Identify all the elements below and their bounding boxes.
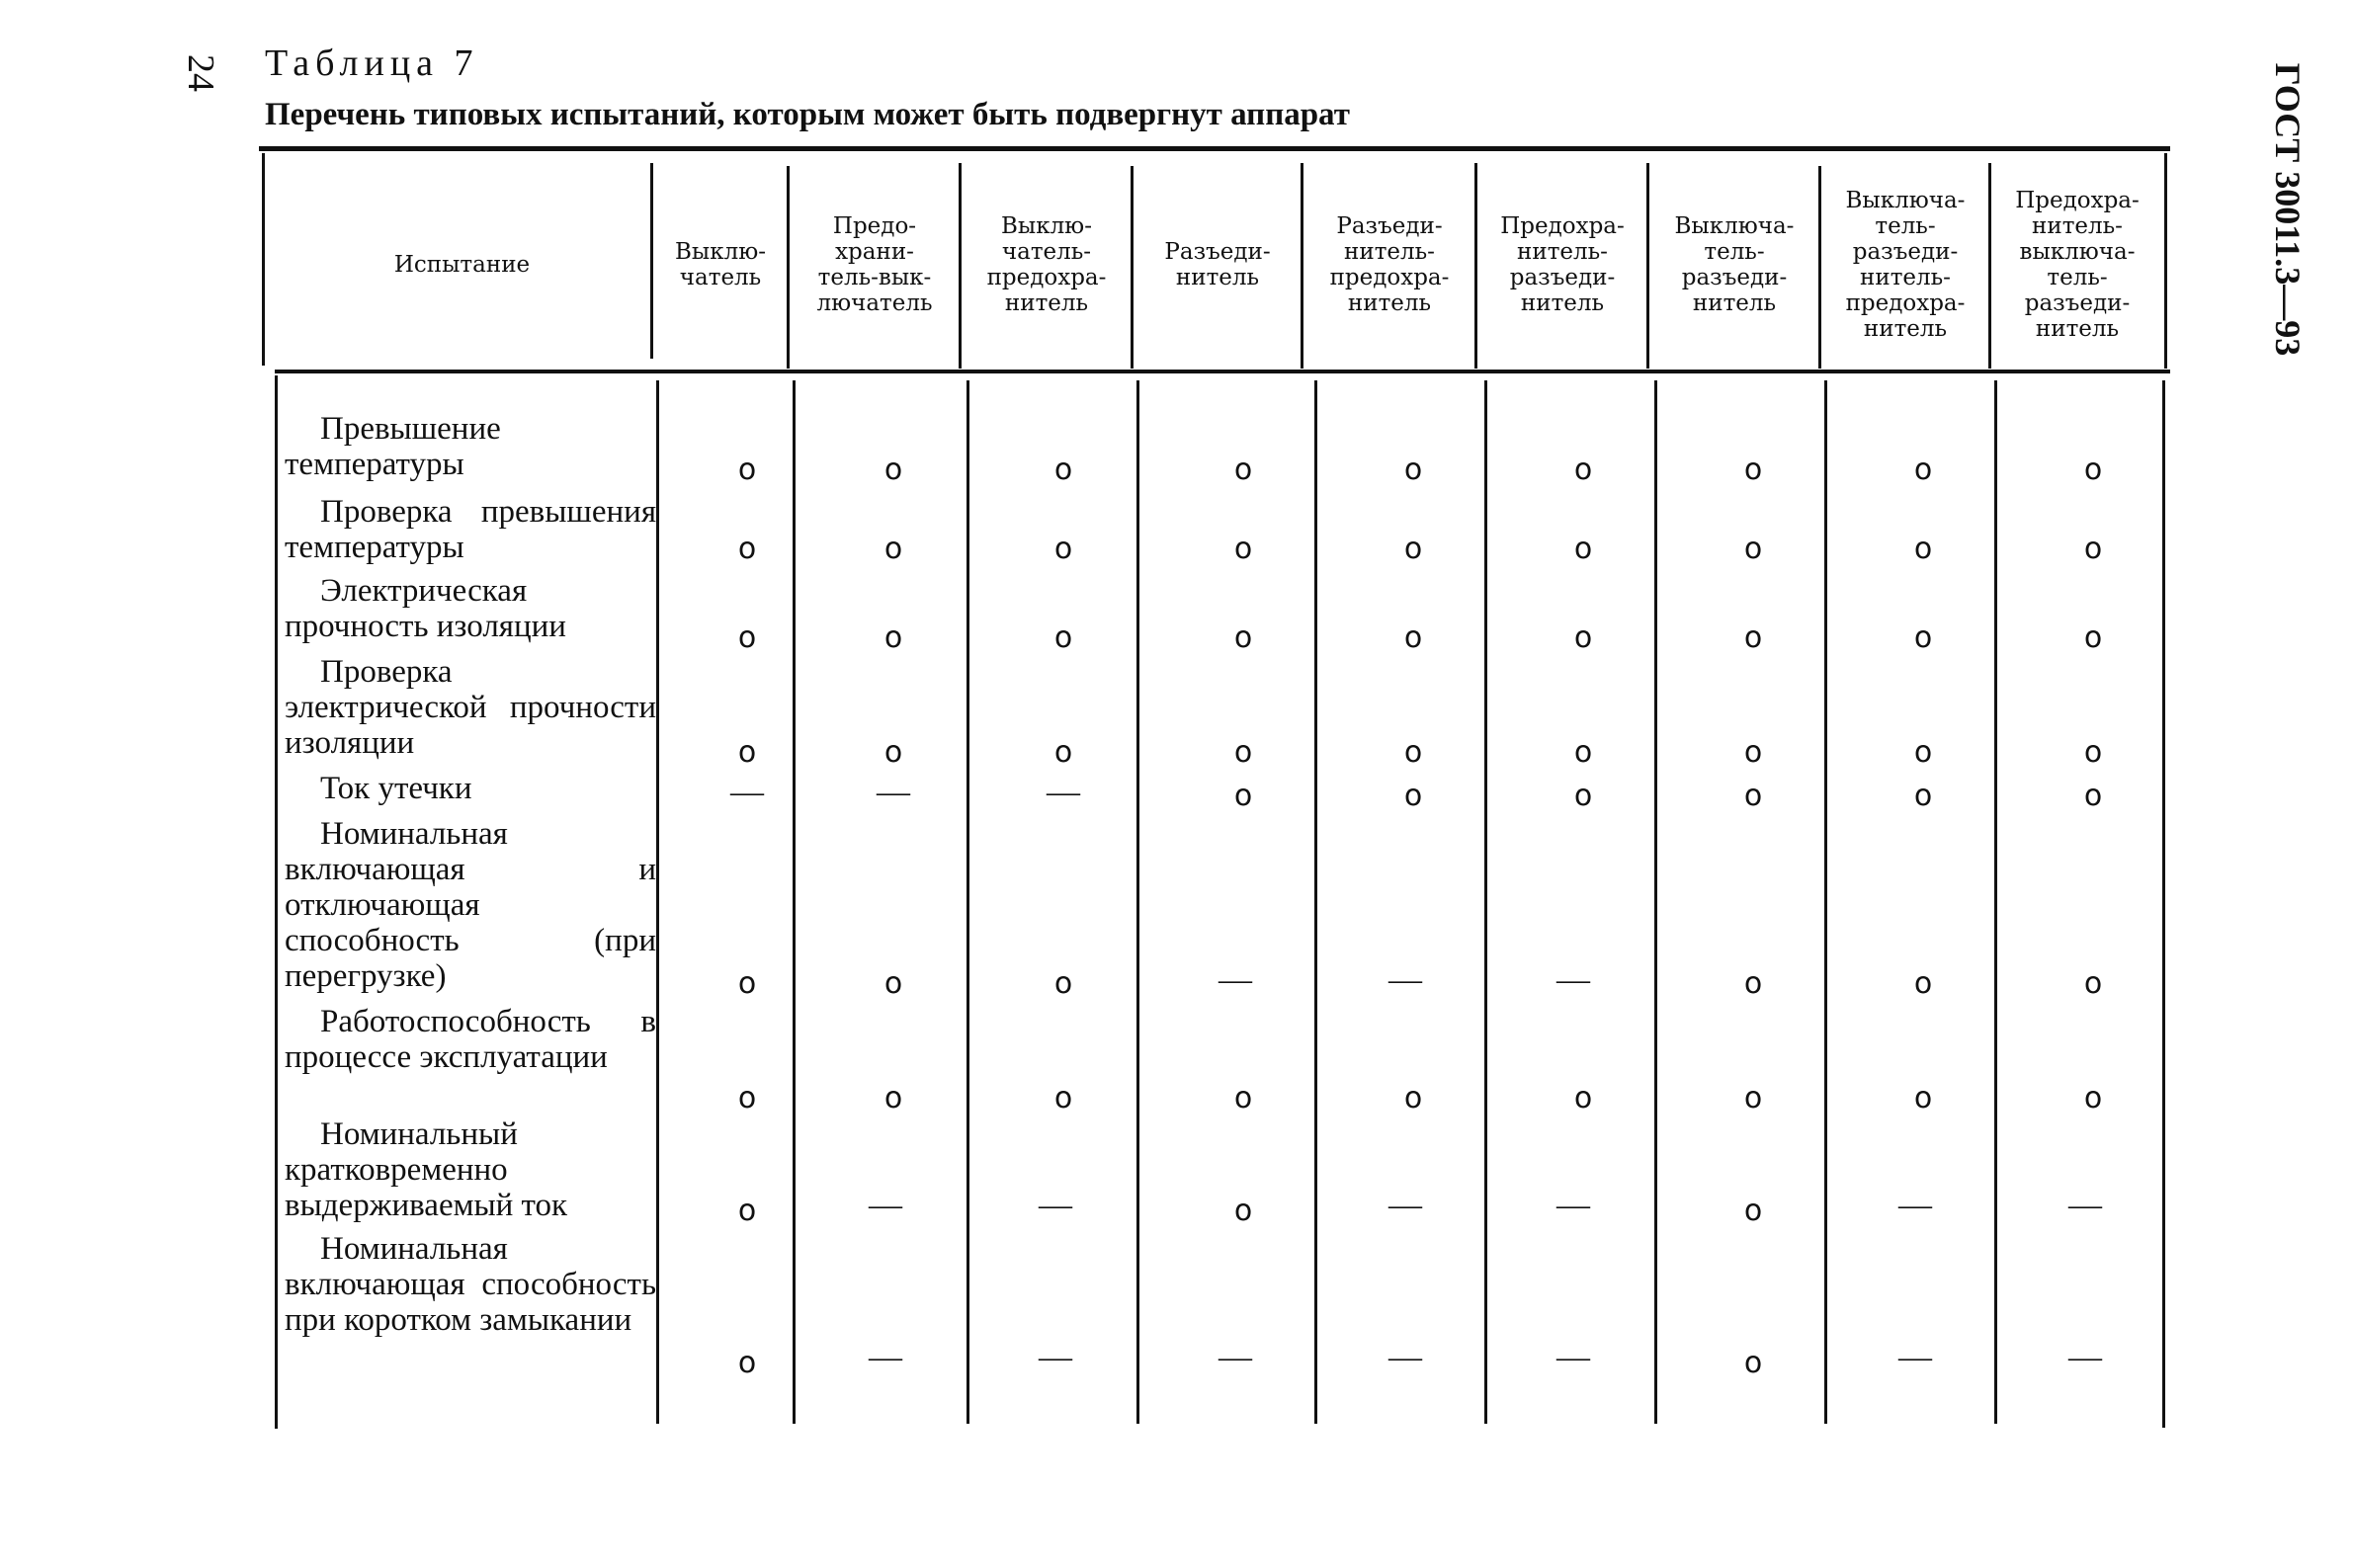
cell-mark: о	[2083, 966, 2103, 1001]
body-divider	[1654, 380, 1657, 1424]
cell-mark: —	[1047, 774, 1080, 810]
cell-mark: —	[1219, 961, 1252, 998]
cell-mark: о	[1233, 453, 1253, 487]
cell-mark: о	[883, 735, 903, 770]
cell-mark: о	[883, 532, 903, 566]
cell-mark: о	[1233, 532, 1253, 566]
header-divider	[1474, 163, 1477, 369]
cell-mark: —	[869, 1339, 902, 1375]
row-label: Номинальная включающая способность при коротком замыкании	[285, 1231, 656, 1338]
cell-mark: —	[1388, 961, 1422, 998]
cell-mark: о	[1913, 1081, 1933, 1115]
header-col-1: Выклю- чатель	[675, 239, 766, 290]
cell-mark: о	[1403, 779, 1423, 813]
row-label: Проверка электрической прочности изоляции	[285, 654, 656, 761]
cell-mark: —	[1219, 1339, 1252, 1375]
header-divider	[787, 166, 790, 369]
cell-mark: —	[1039, 1187, 1072, 1223]
cell-mark: —	[1556, 961, 1590, 998]
body-divider	[1994, 380, 1997, 1424]
cell-mark: —	[1898, 1339, 1932, 1375]
cell-mark: о	[1573, 779, 1593, 813]
cell-mark: о	[1233, 1081, 1253, 1115]
cell-mark: о	[1403, 620, 1423, 655]
cell-mark: о	[1913, 532, 1933, 566]
row-label: Превышение температуры	[285, 411, 501, 482]
cell-mark: —	[2068, 1187, 2102, 1223]
cell-mark: о	[1053, 620, 1073, 655]
row-label: Номинальная включающая и отключающая способность (при перегрузке)	[285, 816, 656, 994]
cell-mark: о	[1743, 532, 1763, 566]
cell-mark: о	[737, 1194, 757, 1228]
cell-mark: о	[737, 620, 757, 655]
cell-mark: о	[1403, 453, 1423, 487]
row-label: Ток утечки	[320, 771, 472, 806]
body-divider	[1824, 380, 1827, 1424]
cell-mark: о	[1403, 532, 1423, 566]
header-divider	[1646, 163, 1649, 369]
cell-mark: о	[1913, 453, 1933, 487]
cell-mark: —	[1039, 1339, 1072, 1375]
cell-mark: о	[737, 1081, 757, 1115]
cell-mark: о	[1403, 735, 1423, 770]
cell-mark: о	[1403, 1081, 1423, 1115]
cell-mark: —	[1556, 1339, 1590, 1375]
header-divider	[2164, 153, 2167, 369]
header-divider	[262, 153, 265, 366]
top-rule	[259, 146, 2170, 151]
cell-mark: —	[1556, 1187, 1590, 1223]
cell-mark: о	[1743, 620, 1763, 655]
cell-mark: —	[877, 774, 910, 810]
header-col-7: Выключа- тель- разъеди- нитель	[1674, 213, 1795, 316]
cell-mark: о	[1053, 1081, 1073, 1115]
cell-mark: о	[2083, 620, 2103, 655]
cell-mark: —	[869, 1187, 902, 1223]
cell-mark: о	[1233, 1194, 1253, 1228]
header-divider	[1988, 163, 1991, 369]
cell-mark: о	[1743, 1346, 1763, 1380]
cell-mark: о	[1573, 453, 1593, 487]
cell-mark: о	[1053, 532, 1073, 566]
cell-mark: о	[2083, 453, 2103, 487]
cell-mark: о	[1053, 453, 1073, 487]
body-divider	[1136, 380, 1139, 1424]
header-col-4: Разъеди- нитель	[1164, 239, 1271, 290]
cell-mark: —	[2068, 1339, 2102, 1375]
body-divider	[2162, 380, 2165, 1428]
cell-mark: о	[1913, 735, 1933, 770]
cell-mark: —	[1898, 1187, 1932, 1223]
cell-mark: —	[1388, 1339, 1422, 1375]
cell-mark: о	[1743, 966, 1763, 1001]
cell-mark: —	[1388, 1187, 1422, 1223]
header-col-9: Предохра- нитель- выключа- тель- разъеди- нитель	[2015, 188, 2140, 342]
cell-mark: о	[883, 966, 903, 1001]
cell-mark: о	[2083, 779, 2103, 813]
body-divider	[275, 375, 278, 1429]
table-caption: Перечень типовых испытаний, которым может быть подвергнут аппарат	[265, 97, 1350, 132]
body-divider	[1314, 380, 1317, 1424]
cell-mark: —	[730, 774, 764, 810]
header-divider	[1818, 166, 1821, 369]
cell-mark: о	[1913, 966, 1933, 1001]
cell-mark: о	[1573, 620, 1593, 655]
table-title: Таблица 7	[265, 42, 479, 84]
cell-mark: о	[1743, 779, 1763, 813]
cell-mark: о	[1573, 735, 1593, 770]
header-divider	[959, 163, 962, 369]
cell-mark: о	[737, 1346, 757, 1380]
row-label: Номинальный кратковременно выдерживаемый ток	[285, 1116, 568, 1223]
cell-mark: о	[1053, 735, 1073, 770]
cell-mark: о	[1743, 1194, 1763, 1228]
header-col-8: Выключа- тель- разъеди- нитель- предохра- нитель	[1845, 188, 1966, 342]
header-col-3: Выклю- чатель- предохра- нитель	[986, 213, 1107, 316]
header-col-6: Предохра- нитель- разъеди- нитель	[1500, 213, 1625, 316]
cell-mark: о	[1913, 620, 1933, 655]
row-label: Работоспособность в процессе эксплуатации	[285, 1004, 656, 1075]
cell-mark: о	[737, 453, 757, 487]
header-test: Испытание	[393, 252, 531, 278]
cell-mark: о	[737, 966, 757, 1001]
header-col-2: Предо- храни- тель-вык- лючатель	[816, 213, 933, 316]
row-label: Электрическая прочность изоляции	[285, 573, 566, 644]
header-rule	[275, 370, 2170, 373]
cell-mark: о	[737, 532, 757, 566]
cell-mark: о	[1053, 966, 1073, 1001]
body-divider	[656, 380, 659, 1424]
body-divider	[966, 380, 969, 1424]
header-col-5: Разъеди- нитель- предохра- нитель	[1329, 213, 1450, 316]
cell-mark: о	[1233, 779, 1253, 813]
header-divider	[650, 163, 653, 359]
cell-mark: о	[1233, 735, 1253, 770]
cell-mark: о	[1573, 1081, 1593, 1115]
cell-mark: о	[737, 735, 757, 770]
cell-mark: о	[1743, 453, 1763, 487]
cell-mark: о	[2083, 532, 2103, 566]
standard-id: ГОСТ 30011.3—93	[2268, 62, 2308, 357]
header-divider	[1301, 163, 1303, 369]
page-number: 24	[180, 54, 221, 92]
cell-mark: о	[2083, 735, 2103, 770]
cell-mark: о	[883, 1081, 903, 1115]
body-divider	[793, 380, 796, 1424]
cell-mark: о	[1913, 779, 1933, 813]
header-divider	[1131, 166, 1134, 369]
cell-mark: о	[2083, 1081, 2103, 1115]
cell-mark: о	[1233, 620, 1253, 655]
row-label: Проверка превышения температуры	[285, 494, 656, 565]
cell-mark: о	[1743, 735, 1763, 770]
cell-mark: о	[1743, 1081, 1763, 1115]
cell-mark: о	[883, 453, 903, 487]
cell-mark: о	[1573, 532, 1593, 566]
body-divider	[1484, 380, 1487, 1424]
cell-mark: о	[883, 620, 903, 655]
